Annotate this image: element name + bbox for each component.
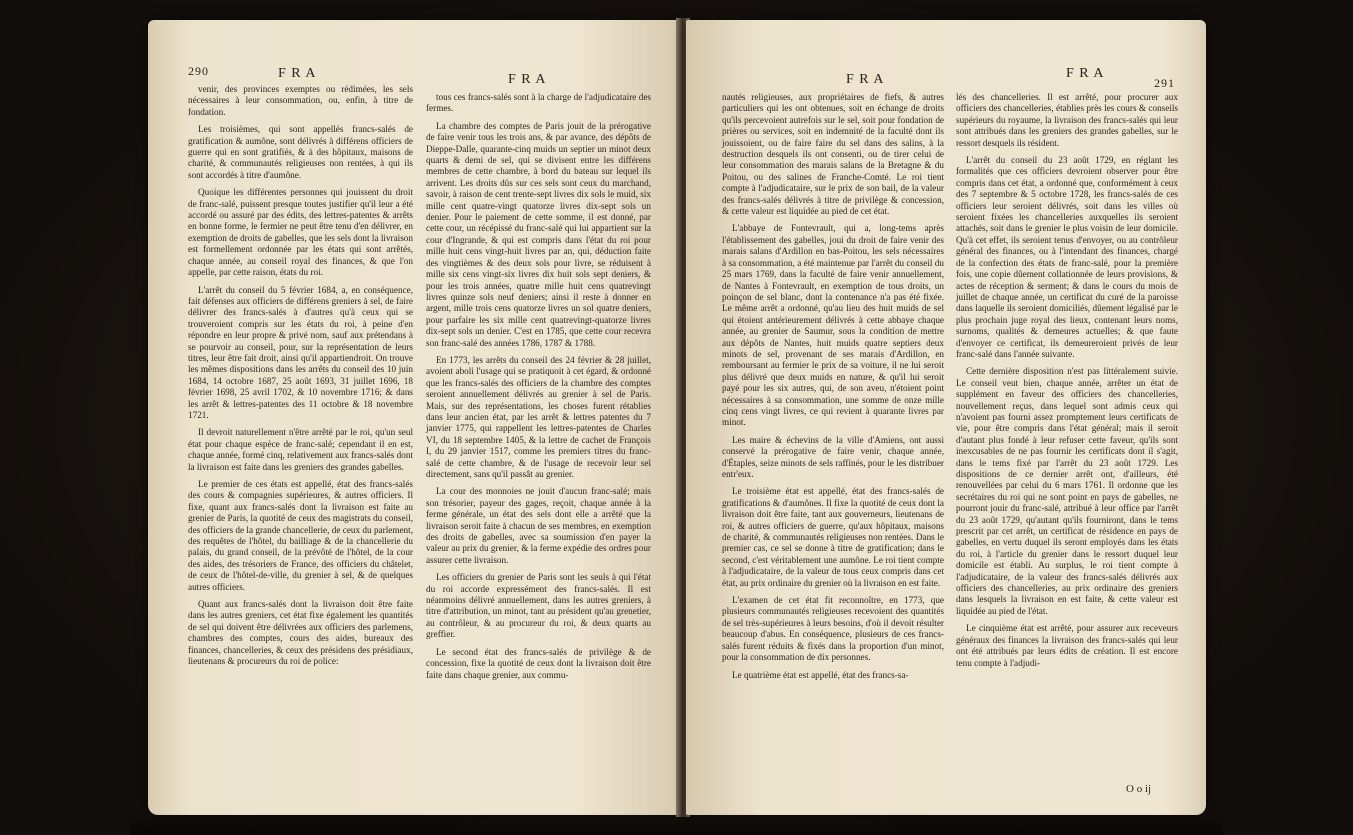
page-bottom-shadow <box>130 813 1223 835</box>
paragraph: Le cinquième état est arrêté, pour assurer aux receveurs généraux des finances la livraison des francs-salés qui leur ont été attribués par leurs édits de création. Il est encore tenu compte à l'adjudi- <box>956 623 1178 668</box>
paragraph: Les troisièmes, qui sont appellés francs-salés de gratification & aumône, sont délivrés à différens officiers de guerre qui en sont gratifiés, & à des hôpitaux, maisons de charité, & communautés religieuses non rentées, à qui ils sont accordés à titre d'aumône. <box>188 124 413 180</box>
paragraph: Le quatrième état est appellé, état des francs-sa- <box>732 669 909 680</box>
paragraph: Les officiers du grenier de Paris sont les seuls à qui l'état du roi accorde expressément des francs-salés. Il est néanmoins délivré annuellement, dans les autres greniers, à titre d'attribution, un minot, tant au président qu'au grenetier, au contrôleur, & au procureur du roi, & deux quarts au greffier. <box>426 572 651 640</box>
left-running-head-2: F R A <box>508 72 547 87</box>
left-page-number: 290 <box>188 64 209 78</box>
paragraph: Le troisième état est appellé, état des francs-salés de gratifications & d'aumônes. Il fixe la quotité de ceux dont la livraison doit être faite, tant aux gouverneurs, lieutenans de roi, & autres officiers de guerre, qu'aux hôpitaux, maisons de charité, & communautés religieuses non rentées. Dans le premier cas, ce sel se donne à titre de gratification; dans le second, c'est véritablement une aumône. Le roi tient compte à l'adjudicataire, de la valeur de tous ceux compris dans cet état, au prix ordinaire du grenier où la livraison en est faite. <box>722 486 944 588</box>
paragraph: L'arrêt du conseil du 5 février 1684, a, en conséquence, fait défenses aux officiers de différens greniers à sel, de faire délivrer des francs-salés à d'autres qu'à ceux qui se trouveroient compris sur les états du roi, à peine d'en répondre en leur propre & privé nom, sauf aux prétendans à se pourvoir au conseil, pour, sur la représentation de leurs titres, leur être fait droit, ainsi qu'il appartiendroit. On trouve les mêmes dispositions dans les arrêts du conseil des 10 juin 1684, 14 octobre 1687, 25 août 1693, 31 juillet 1696, 18 février 1698, 25 avril 1702, & 10 novembre 1716; & dans les arrêt & lettres-patentes des 11 octobre & 18 novembre 1721. <box>188 284 413 420</box>
paragraph: venir, des provinces exemptes ou rédimées, les sels nécessaires à leur consommation, ou, enfin, à titre de fondation. <box>188 84 413 117</box>
paragraph: La cour des monnoies ne jouit d'aucun franc-salé; mais son trésorier, payeur des gages, reçoit, chaque année à la ferme générale, un état des sels dont elle a arrêté que la livraison seroit faite à chacun de ses membres, en exemption des droits de gabelles, avec sa soumission d'en payer la valeur au prix du grenier, & la ferme expédie des ordres pour assurer cette livraison. <box>426 486 651 565</box>
right-page-column-2 <box>956 92 1178 675</box>
paragraph: La chambre des comptes de Paris jouit de la prérogative de faire venir tous les trois ans, & par avance, des dépôts de Dieppe-Dalle, quarante-cinq muids un septier un minot deux quarts & demi de sel, qui se divisent entre les différens membres de cette chambre, à bord du bateau sur lequel ils arrivent. Les droits dûs sur ces sels sont ceux du marchand, savoir, à raison de cent trente-sept livres dix sols le muid, six mille cent quatre-vingt quatorze livres dix-sept sols un denier. Pour le paiement de cette somme, il est donné, par cette cour, un récépissé du franc-salé qui lui appartient sur la cour d'Ingrande, & qui est compris dans l'état du roi pour mille huit cens vingt-huit livres par an, qui, déduction faite des vingtièmes & des deux sols pour livre, se réduisent à mille six cens vingt-six livres dix huit sols sept deniers, & pour les trois années, quatre mille huit cens quatrevingt livres quinze sols neuf deniers; ainsi il reste à donner en argent, mille trois cens quatorze livres un sol quatre deniers, pour parfaire les six mille cent quatrevingt-quatorze livres dix-sept sols un denier. C'est en 1785, que cette cour recevra son franc-salé des années 1786, 1787 & 1788. <box>426 120 651 348</box>
paragraph: Il devroit naturellement n'être arrêté par le roi, qu'un seul état pour chaque espèce de franc-salé; cependant il en est, chaque année, formé cinq, relativement aux francs-salés dont la livraison est faite dans les greniers des grandes gabelles. <box>188 427 413 472</box>
right-page-column-1 <box>722 92 944 687</box>
paragraph: Le second état des francs-salés de privilège & de concession, fixe la quotité de ceux dont la livraison doit être faite dans chaque grenier, aux commu- <box>426 646 651 680</box>
right-page <box>686 20 1206 815</box>
paragraph: L'examen de cet état fit reconnoître, en 1773, que plusieurs communautés religieuses recevoient des quantités de sel très-supérieures à leurs besoins, d'où il devoit résulter beaucoup d'abus. En conséquence, plusieurs de ces francs-salés furent réduits & fixés dans la proportion d'un minot, pour la consommation de dix personnes. <box>722 595 944 663</box>
paragraph: tous ces francs-salés sont à la charge de l'adjudicataire des fermes. <box>426 92 651 114</box>
paragraph: En 1773, les arrêts du conseil des 24 février & 28 juillet, avoient aboli l'usage qui se pratiquoit à cet égard, & ordonné que les francs-salés des officiers de la chambre des comptes seroient annuellement délivrés au grenier à sel de Paris. Mais, sur des représentations, les choses furent rétablies dans leur ancien état, par les arrêt & lettres patentes du 7 janvier 1775, qui rappellent les lettres-patentes de Charles VI, du 18 septembre 1405, & la lettre de cachet de François I, du 29 janvier 1517, comme les premiers titres du franc-salé de cette chambre, & de l'usage de recevoir leur sel directement, sans qu'il passât au grenier. <box>426 354 651 479</box>
left-page <box>148 20 680 815</box>
paragraph: lés des chancelleries. Il est arrêté, pour procurer aux officiers des chancelleries, établies près les cours & conseils supérieurs du royaume, la livraison des francs-salés qui leur sont attribués dans les greniers des grandes gabelles, sur le ressort desquels ils résident. <box>956 92 1178 148</box>
paragraph: Cette dernière disposition n'est pas littéralement suivie. Le conseil veut bien, chaque année, arrêter un état de supplément en faveur des officiers des chancelleries, nouvellement reçus, dans lequel sont admis ceux qui n'avoient pas fourni assez promptement leurs certificats de vie, pour être compris dans l'état général; mais il seroit d'autant plus fondé à leur refuser cette faveur, qu'ils sont inexcusables de ne pas fournir les certificats dont il s'agit, dans le tems fixé par l'arrêt du 23 août 1729. Les dispositions de ce dernier arrêt ont, d'ailleurs, été renouvellées par celui du 6 mars 1761. Il ordonne que les secrétaires du roi qui ne sont point en pays de gabelles, ne pourront jouir du franc-salé, attribué à leur office par l'arrêt du 23 août 1729, qu'autant qu'ils fourniront, dans le tems prescrit par cet arrêt, un certificat de résidence en pays de gabelles, en vertu duquel ils seront employés dans les états du roi, à l'article du grenier dans le ressort duquel leur domicile est établi. Au surplus, le roi tient compte à l'adjudicataire, de la valeur des francs-salés délivrés aux officiers des chancelleries, au prix ordinaire des greniers dans lesquels la livraison en est faite, & cette valeur est liquidée au pied de l'état. <box>956 366 1178 616</box>
paragraph: Quoique les différentes personnes qui jouissent du droit de franc-salé, puissent presque toutes justifier qu'il leur a été accordé ou assuré par des édits, des lettres-patentes & arrêts en bonne forme, le fermier ne peut être tenu d'en délivrer, en exemption de droits de gabelles, que les sels dont la livraison est formellement ordonnée par les états qui sont arrêtés, chaque année, au conseil royal des finances, & que l'on appelle, par cette raison, états du roi. <box>188 187 413 278</box>
signature-mark: O o ij <box>1126 783 1152 795</box>
right-running-head-2: F R A <box>1066 66 1105 81</box>
left-page-column-2 <box>426 92 651 687</box>
left-running-head: F R A <box>278 66 317 81</box>
right-running-head: F R A <box>846 72 885 87</box>
paragraph: Le premier de ces états est appellé, état des francs-salés des cours & compagnies supérieures, & autres officiers. Il fixe, quant aux francs-salés dont la livraison est faite au grenier de Paris, la quotité de ceux des magistrats du conseil, des officiers de la grande chancellerie, de ceux du parlement, des requêtes de l'hôtel, du bailliage & de la chancellerie du palais, du grand conseil, de la prévôté de l'hôtel, de la cour des aides, des trésoriers de France, des officiers du châtelet, de ceux de l'hôtel-de-ville, du grenier à sel, & de quelques autres officiers. <box>188 479 413 592</box>
paragraph: Quant aux francs-salés dont la livraison doit être faite dans les autres greniers, cet état fixe également les quantités de sel qui doivent être délivrées aux officiers des parlemens, chambres des comptes, cours des aides, bureaux des finances, chancelleries, & ceux des présidens des présidiaux, lieutenans & procureurs du roi de police: <box>188 599 413 667</box>
paragraph: L'arrêt du conseil du 23 août 1729, en réglant les formalités que ces officiers devroient observer pour être compris dans cet état, a ordonné que, conformément à ceux des 7 septembre & 5 octobre 1728, les francs-salés de ces officiers leur seroient délivrés, soit dans les villes où seroient fixées les chancelleries auxquelles ils seroient attachés, soit dans le grenier le plus voisin de leur domicile. Qu'à cet effet, ils seroient tenus d'envoyer, ou au contrôleur général des finances, ou à l'intendant des finances, chargé de la confection des états de franc-salé, pour la première fois, une copie dûement collationnée de leurs provisions, & actes de réception & serment; & dans le cours du mois de juillet de chaque année, un certificat du curé de la paroisse dans laquelle ils seroient domiciliés, dûement légalisé par le plus prochain juge royal des lieux, contenant leurs noms, surnoms, qualités & demeures actuelles; & que faute d'envoyer ce certificat, ils demeureroient privés de leur franc-salé dans l'année suivante. <box>956 155 1178 359</box>
paragraph: L'abbaye de Fontevrault, qui a, long-tems après l'établissement des gabelles, joui du droit de faire venir des marais salans d'Ardillon en bas-Poitou, les sels nécessaires à sa consommation, a été maintenue par l'arrêt du conseil du 25 mars 1769, dans la faculté de faire venir annuellement, de Nantes à Fontevrault, en exemption de tous droits, un poinçon de sel blanc, dont la contenance n'a pas été fixée. Le même arrêt a ordonné, qu'au lieu des huit muids de sel qui étoient antérieurement délivrés à cette abbaye chaque année, au grenier de Saumur, sous la condition de mettre aux dépôts de Nantes, huit muids quatre septiers deux minots de sel, provenant de ses marais d'Ardillon, en remboursant au fermier le prix de sa voiture, il ne lui seroit plus délivré que deux muids en nature, & qu'il lui seroit payé pour les six autres, qui, de son aveu, n'étoient point nécessaires à sa consommation, une somme de onze mille cinq cens vingt livres, ce qui revient à quarante livres par minot. <box>722 223 944 428</box>
left-page-column-1 <box>188 84 413 674</box>
paragraph: nautés religieuses, aux propriétaires de fiefs, & autres particuliers qui les ont obtenues, soit en échange de droits qu'ils percevoient autrefois sur le sel, soit pour fondation de prières ou services, soit en indemnité de la faculté dont ils jouissoient, ou de faire faire du sel dans des salins, à la destruction desquels ils ont consenti, ou de tirer celui de leur consommation des marais salans de la Bretagne & du Poitou, ou des salines de Franche-Comté. Le roi tient compte à l'adjudicataire, sur le prix de son bail, de la valeur des francs-salés délivrés à titre de privilège & concession, & cette valeur est liquidée au pied de cet état. <box>722 92 944 217</box>
paragraph: Les maire & échevins de la ville d'Amiens, ont aussi conservé la prérogative de faire venir, chaque année, d'Étaples, seize minots de sels raffinés, pour le les distribuer entr'eux. <box>722 434 944 479</box>
right-page-number: 291 <box>1154 76 1175 90</box>
